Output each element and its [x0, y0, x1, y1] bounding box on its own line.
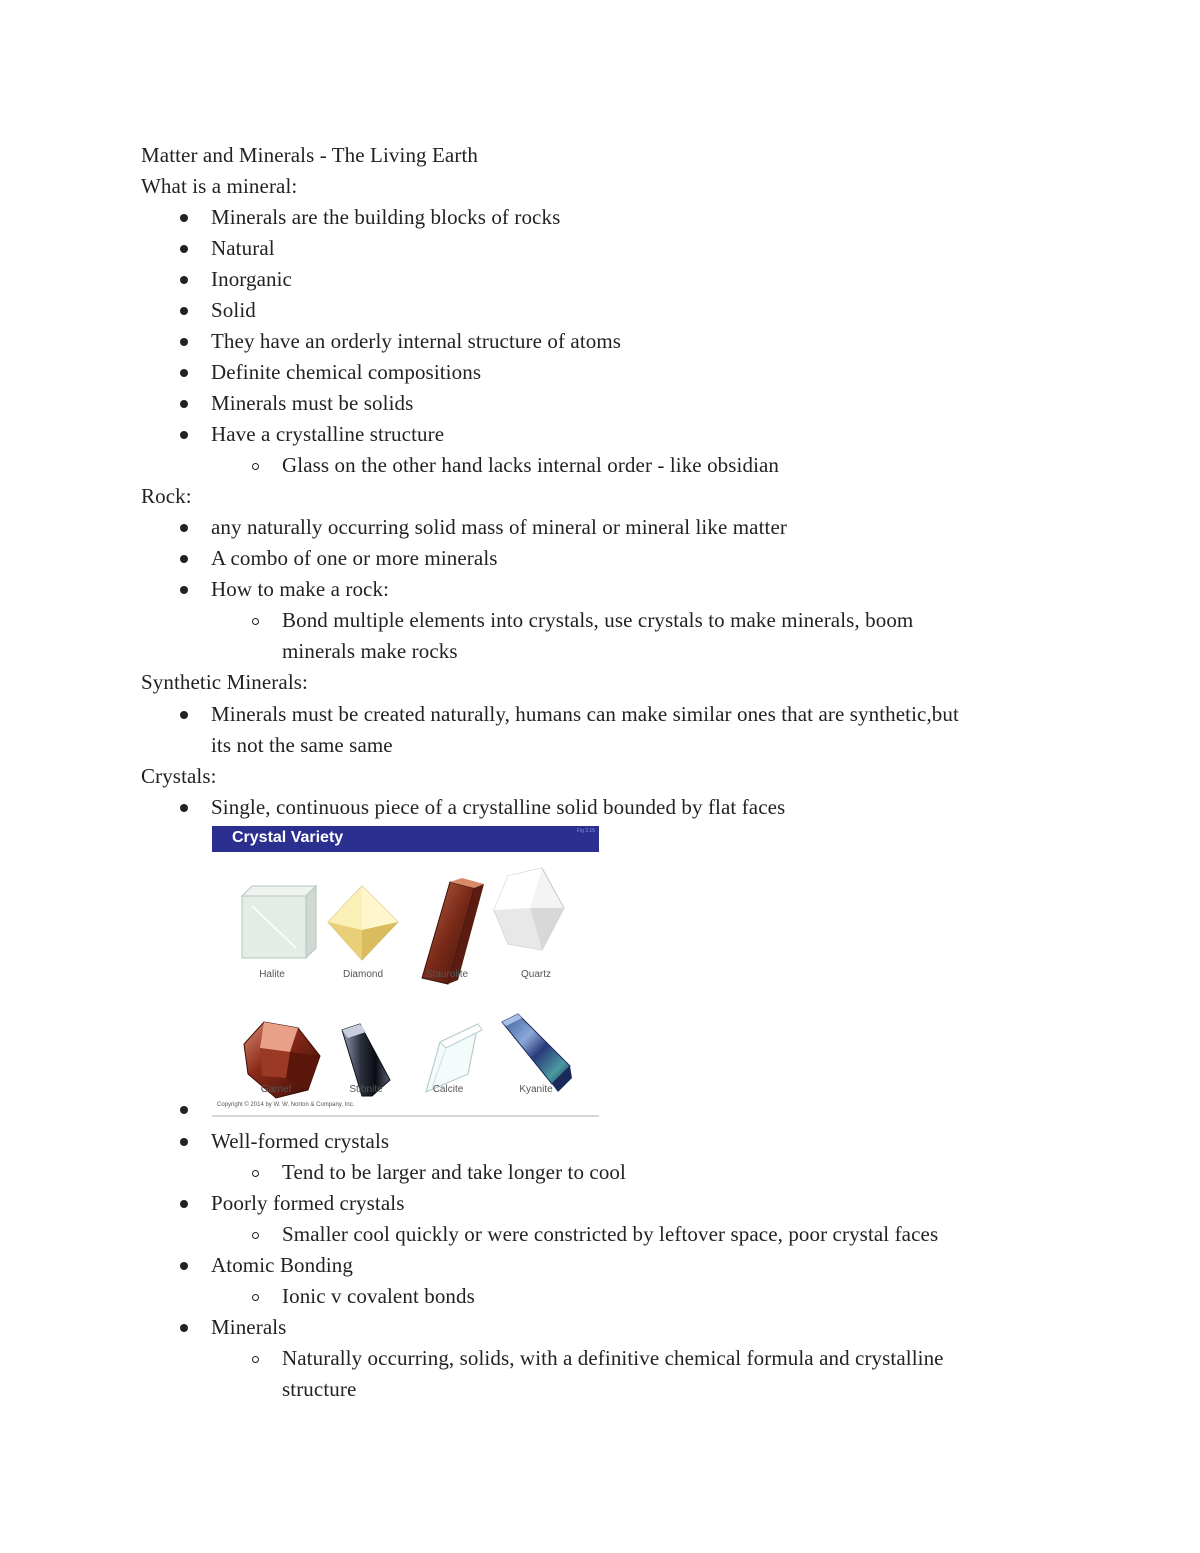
crystal-label-stibnite: Stibnite	[349, 1084, 383, 1095]
quartz-crystal-icon	[494, 868, 564, 950]
sub-list-item-continuation: minerals make rocks	[282, 639, 458, 663]
sub-list-item: Tend to be larger and take longer to cool	[282, 1160, 626, 1184]
list-item: A combo of one or more minerals	[211, 546, 498, 570]
sub-list-item: Naturally occurring, solids, with a definitive chemical formula and crystalline	[282, 1346, 944, 1370]
crystal-label-quartz: Quartz	[520, 969, 552, 980]
sub-bullet-icon	[252, 618, 259, 625]
figure-tag: Fig 3.15	[576, 828, 595, 834]
sub-list-item: Smaller cool quickly or were constricted by leftover space, poor crystal faces	[282, 1222, 939, 1246]
list-item: Minerals are the building blocks of rocks	[211, 205, 561, 229]
calcite-crystal-icon	[426, 1024, 482, 1092]
crystal-label-kyanite: Kyanite	[519, 1084, 553, 1095]
sub-list-item: Bond multiple elements into crystals, use crystals to make minerals, boom	[282, 608, 914, 632]
bullet-icon	[180, 307, 188, 315]
bullet-icon	[180, 711, 188, 719]
list-item: They have an orderly internal structure of atoms	[211, 329, 622, 353]
list-item: Natural	[211, 236, 275, 260]
bullet-icon	[180, 400, 188, 408]
list-item: Single, continuous piece of a crystalline solid bounded by flat faces	[211, 795, 786, 819]
list-item: Minerals	[211, 1315, 287, 1339]
bullet-icon	[180, 1324, 188, 1332]
sub-list-item-continuation: structure	[282, 1377, 357, 1401]
list-item: Minerals must be solids	[211, 391, 414, 415]
section-heading-crystals: Crystals:	[141, 764, 217, 788]
section-heading-synthetic: Synthetic Minerals:	[141, 670, 308, 694]
bullet-icon	[180, 555, 188, 563]
document-title: Matter and Minerals - The Living Earth	[141, 143, 478, 167]
bullet-icon	[180, 804, 188, 812]
figure-copyright: Copyright © 2014 by W. W. Norton & Company, Inc.	[217, 1102, 355, 1108]
bullet-icon	[180, 1138, 188, 1146]
list-item: Inorganic	[211, 267, 292, 291]
list-item: Have a crystalline structure	[211, 422, 445, 446]
figure-title: Crystal Variety	[232, 829, 344, 846]
bullet-icon	[180, 369, 188, 377]
bullet-icon	[180, 431, 188, 439]
bullet-icon	[180, 1200, 188, 1208]
list-item: Well-formed crystals	[211, 1129, 390, 1153]
list-item: Atomic Bonding	[211, 1253, 353, 1277]
sub-bullet-icon	[252, 463, 259, 470]
crystal-label-staurolite: Staurolite	[425, 969, 469, 980]
sub-bullet-icon	[252, 1294, 259, 1301]
bullet-icon	[180, 214, 188, 222]
bullet-icon	[180, 338, 188, 346]
sub-list-item: Ionic v covalent bonds	[282, 1284, 475, 1308]
crystal-variety-figure	[212, 826, 599, 1117]
section-heading-mineral: What is a mineral:	[141, 174, 298, 198]
sub-bullet-icon	[252, 1170, 259, 1177]
bullet-icon	[180, 245, 188, 253]
crystal-label-halite: Halite	[259, 969, 285, 980]
bullet-icon	[180, 276, 188, 284]
crystal-label-diamond: Diamond	[342, 969, 384, 980]
sub-bullet-icon	[252, 1232, 259, 1239]
bullet-icon	[180, 1106, 188, 1114]
sub-list-item: Glass on the other hand lacks internal order - like obsidian	[282, 453, 780, 477]
diamond-crystal-icon	[328, 886, 398, 960]
list-item: Poorly formed crystals	[211, 1191, 405, 1215]
bullet-icon	[180, 586, 188, 594]
bullet-icon	[180, 1262, 188, 1270]
sub-bullet-icon	[252, 1356, 259, 1363]
section-heading-rock: Rock:	[141, 484, 192, 508]
figure-header	[212, 826, 599, 852]
crystal-label-garnet: Garnet	[260, 1084, 292, 1095]
list-item-continuation: its not the same same	[211, 733, 393, 757]
list-item: Minerals must be created naturally, humans can make similar ones that are synthetic,but	[211, 702, 959, 726]
bullet-icon	[180, 524, 188, 532]
list-item: Solid	[211, 298, 256, 322]
list-item: Definite chemical compositions	[211, 360, 482, 384]
list-item: How to make a rock:	[211, 577, 390, 601]
crystal-label-calcite: Calcite	[432, 1084, 464, 1095]
kyanite-crystal-icon	[502, 1014, 572, 1092]
list-item: any naturally occurring solid mass of mineral or mineral like matter	[211, 515, 787, 539]
halite-crystal-icon	[242, 886, 316, 958]
